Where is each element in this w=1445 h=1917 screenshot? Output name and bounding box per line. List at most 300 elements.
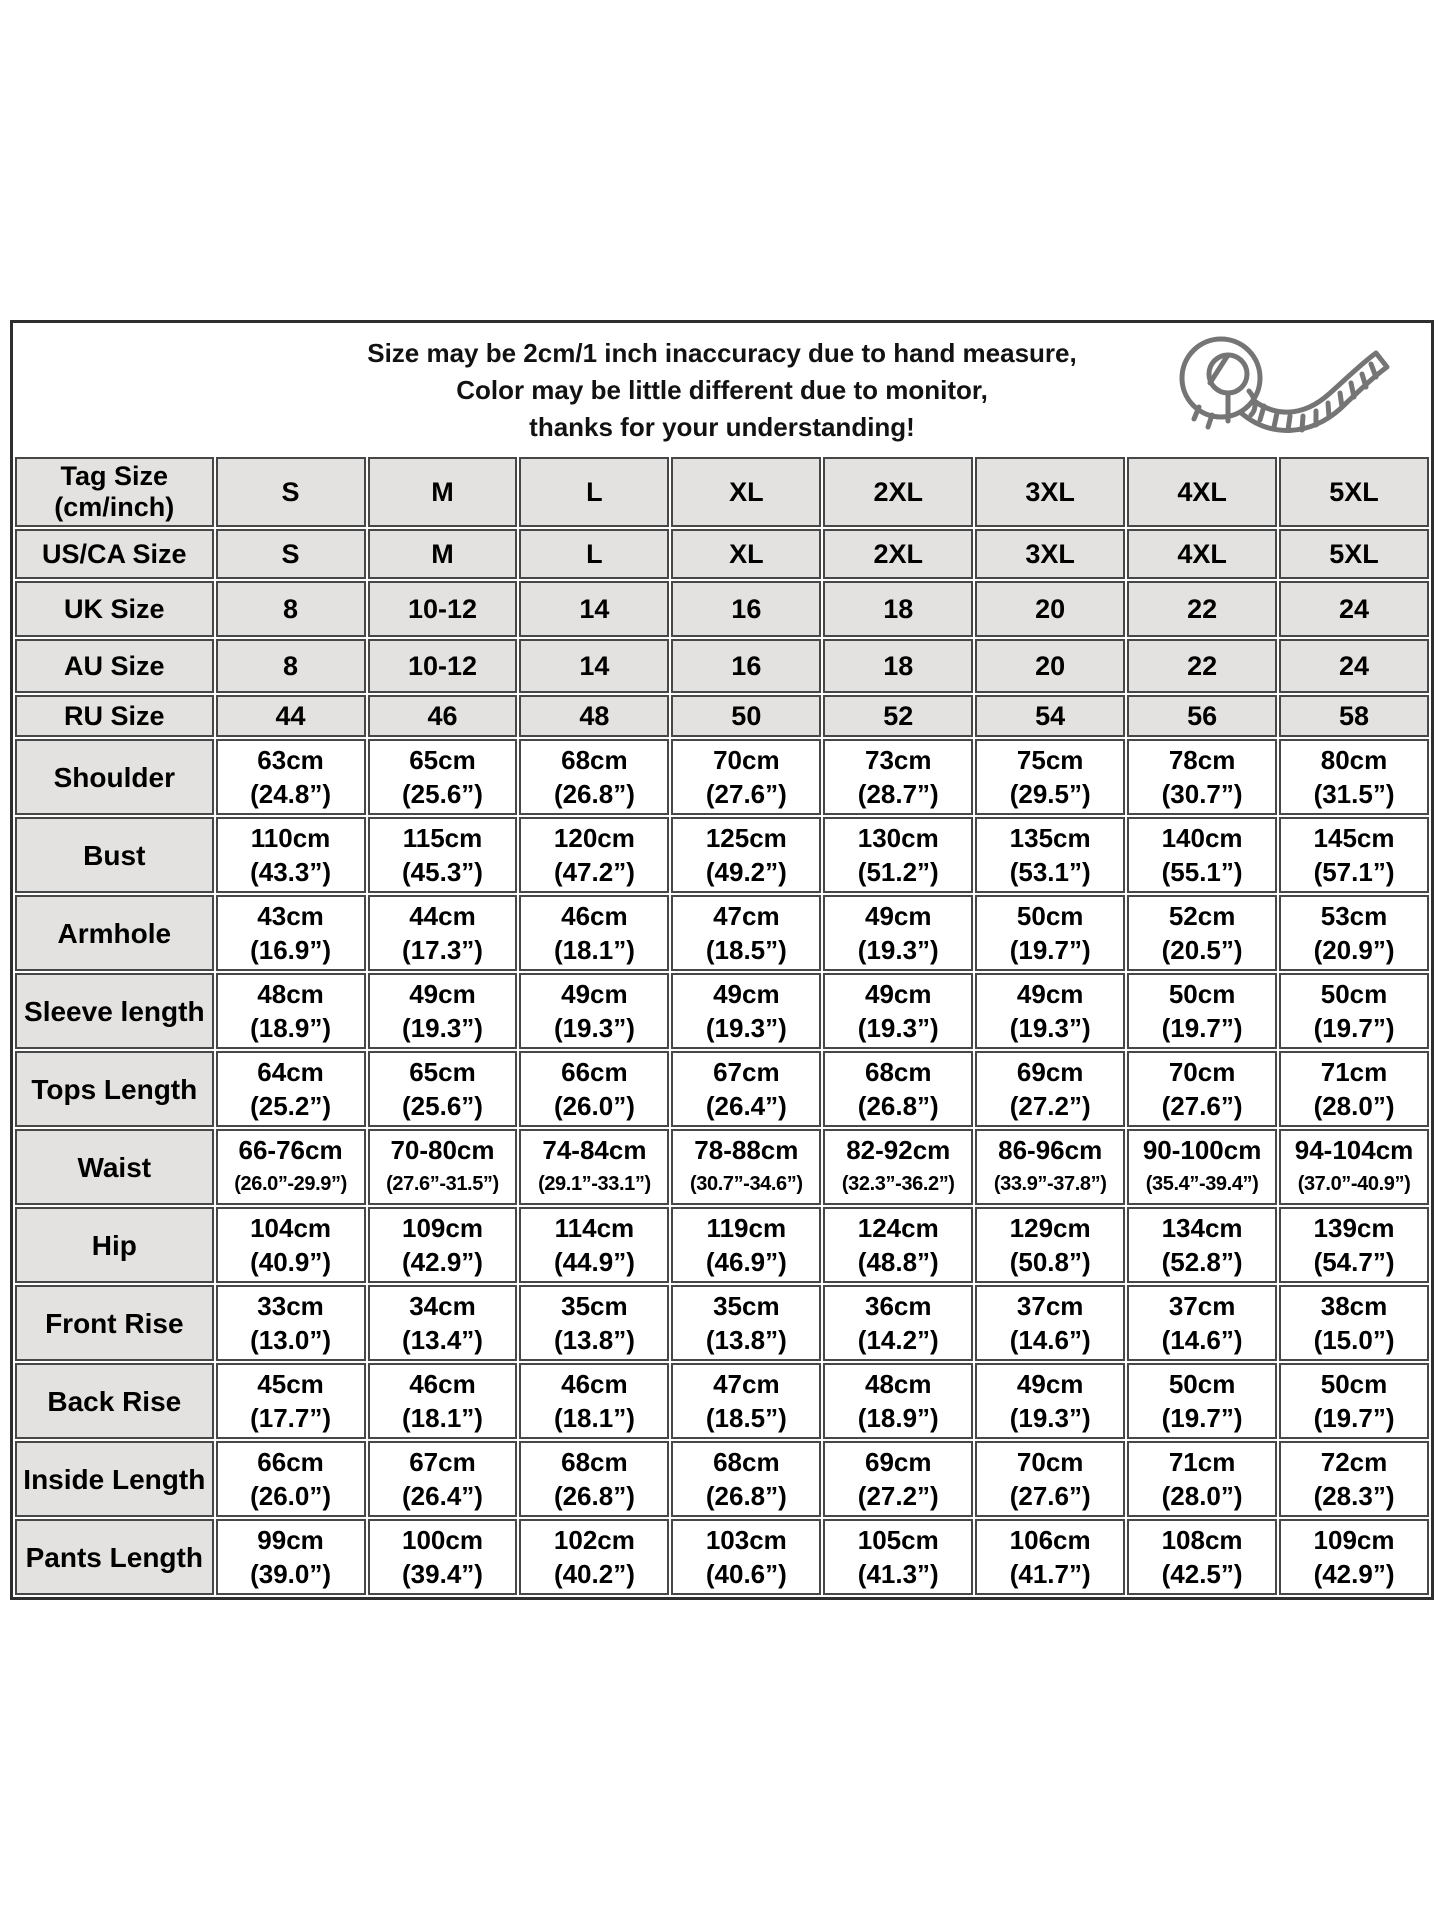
measure-cm-value: 104cm <box>250 1213 332 1243</box>
measure-cell <box>1279 895 1429 971</box>
size-cell: 4XL <box>1127 529 1277 579</box>
measure-cm-value: 70cm <box>1168 1057 1236 1087</box>
measure-cell <box>368 1285 518 1361</box>
measure-cm-value: 130cm <box>857 823 939 853</box>
measure-cell <box>216 1285 366 1361</box>
row-label-front-rise <box>15 1285 214 1361</box>
notice-line-3: thanks for your understanding! <box>529 412 915 442</box>
measure-inch-value: (16.9”) <box>250 935 332 965</box>
measure-inch-value: (18.1”) <box>553 1403 635 1433</box>
measure-cell <box>1279 739 1429 815</box>
measure-inch-value: (20.9”) <box>1313 935 1395 965</box>
measure-cell <box>519 1129 669 1205</box>
measure-cell <box>1279 1129 1429 1205</box>
measure-cell <box>519 739 669 815</box>
measure-cm-value: 45cm <box>257 1369 324 1399</box>
measure-cell <box>975 1285 1125 1361</box>
measure-cell <box>975 1129 1125 1205</box>
measure-cell <box>823 1285 973 1361</box>
measure-cell <box>671 739 821 815</box>
measure-row-waist <box>15 1129 1429 1205</box>
size-cell: 54 <box>975 695 1125 737</box>
measure-row-sleeve-length <box>15 973 1429 1049</box>
measure-cell <box>216 1519 366 1595</box>
measure-inch-value: (26.0”) <box>250 1481 332 1511</box>
measure-cell <box>823 1207 973 1283</box>
measure-inch-value: (18.1”) <box>553 935 635 965</box>
measure-cell <box>823 1051 973 1127</box>
measure-inch-value: (19.3”) <box>857 935 939 965</box>
row-label-text: UK Size <box>64 593 165 624</box>
measure-cm-value: 53cm <box>1320 901 1388 931</box>
measure-cell <box>1127 895 1277 971</box>
measure-inch-value: (30.7”-34.6”) <box>690 1173 803 1195</box>
measure-cell <box>519 817 669 893</box>
measure-row-bust <box>15 817 1429 893</box>
measure-cell <box>823 1363 973 1439</box>
measure-cell <box>671 1129 821 1205</box>
measure-cm-value: 50cm <box>1320 1369 1388 1399</box>
row-label-tag-size <box>15 457 214 527</box>
row-label-bust <box>15 817 214 893</box>
measure-cm-value: 50cm <box>1320 979 1388 1009</box>
measure-cell <box>1279 1207 1429 1283</box>
measure-inch-value: (19.3”) <box>1009 1403 1091 1433</box>
measure-cell <box>823 1441 973 1517</box>
row-label-back-rise <box>15 1363 214 1439</box>
measure-cm-value: 71cm <box>1320 1057 1388 1087</box>
measure-cell <box>975 817 1125 893</box>
measure-cm-value: 100cm <box>401 1525 483 1555</box>
measure-cm-value: 49cm <box>1016 979 1084 1009</box>
measure-cm-value: 68cm <box>561 1447 628 1477</box>
row-label-text: Bust <box>83 839 146 871</box>
size-cell: XL <box>671 457 821 527</box>
measure-cm-value: 64cm <box>257 1057 324 1087</box>
measure-inch-value: (19.7”) <box>1009 935 1091 965</box>
size-cell: 56 <box>1127 695 1277 737</box>
size-row-au-size <box>15 639 1429 693</box>
size-cell: 24 <box>1279 581 1429 637</box>
measure-cell <box>823 895 973 971</box>
measure-inch-value: (18.9”) <box>250 1013 332 1043</box>
measure-cell <box>975 1051 1125 1127</box>
row-label-hip <box>15 1207 214 1283</box>
size-cell: S <box>216 457 366 527</box>
measure-cm-value: 103cm <box>705 1525 787 1555</box>
measure-inch-value: (37.0”-40.9”) <box>1297 1173 1411 1195</box>
measure-cell <box>1127 1207 1277 1283</box>
measure-inch-value: (15.0”) <box>1313 1325 1395 1355</box>
size-cell: 5XL <box>1279 529 1429 579</box>
measure-inch-value: (44.9”) <box>553 1247 635 1277</box>
measure-inch-value: (42.9”) <box>1313 1559 1395 1589</box>
measure-cm-value: 37cm <box>1168 1291 1236 1321</box>
size-cell: L <box>519 457 669 527</box>
notice-line-2: Color may be little different due to monitor, <box>456 375 988 405</box>
row-label-armhole <box>15 895 214 971</box>
measure-inch-value: (19.3”) <box>1009 1013 1091 1043</box>
size-cell: 22 <box>1127 581 1277 637</box>
measure-inch-value: (19.3”) <box>553 1013 635 1043</box>
size-row-uk-size <box>15 581 1429 637</box>
row-label-uk-size <box>15 581 214 637</box>
measure-cm-value: 124cm <box>857 1213 939 1243</box>
measure-inch-value: (27.2”) <box>1009 1091 1091 1121</box>
measure-cell <box>671 895 821 971</box>
measure-cm-value: 110cm <box>250 823 331 853</box>
measure-cell <box>216 739 366 815</box>
measure-cm-value: 119cm <box>706 1213 787 1243</box>
measure-cm-value: 68cm <box>713 1447 780 1477</box>
measure-cell <box>1127 1441 1277 1517</box>
measure-inch-value: (51.2”) <box>857 857 939 887</box>
size-cell: L <box>519 529 669 579</box>
measure-inch-value: (39.4”) <box>402 1559 483 1589</box>
measure-cell <box>975 1441 1125 1517</box>
measure-cm-value: 34cm <box>409 1291 476 1321</box>
measure-cell <box>671 1207 821 1283</box>
measure-row-shoulder <box>15 739 1429 815</box>
row-label-text: Hip <box>91 1229 137 1261</box>
measure-inch-value: (26.0”-29.9”) <box>234 1173 347 1195</box>
measure-inch-value: (19.3”) <box>705 1013 787 1043</box>
measure-inch-value: (14.6”) <box>1009 1325 1091 1355</box>
measure-cm-value: 80cm <box>1320 745 1388 775</box>
measure-cell <box>519 895 669 971</box>
measure-cell <box>368 1051 518 1127</box>
measure-cell <box>1279 1051 1429 1127</box>
measure-inch-value: (19.7”) <box>1313 1403 1395 1433</box>
row-label-shoulder <box>15 739 214 815</box>
measure-cell <box>823 1519 973 1595</box>
measure-cm-value: 63cm <box>257 745 324 775</box>
measure-cm-value: 47cm <box>713 1369 780 1399</box>
measure-cm-value: 67cm <box>713 1057 780 1087</box>
row-label-text: AU Size <box>64 650 165 681</box>
measure-cm-value: 68cm <box>561 745 628 775</box>
measure-cell <box>1127 1129 1277 1205</box>
measure-cell <box>1127 1519 1277 1595</box>
measure-cm-value: 49cm <box>1016 1369 1084 1399</box>
measure-cm-value: 66cm <box>257 1447 324 1477</box>
measure-inch-value: (52.8”) <box>1161 1247 1243 1277</box>
measure-cell <box>216 1051 366 1127</box>
measure-cm-value: 109cm <box>401 1213 483 1243</box>
measure-cm-value: 35cm <box>713 1291 780 1321</box>
measure-inch-value: (29.5”) <box>1009 779 1091 809</box>
measure-inch-value: (14.2”) <box>857 1325 939 1355</box>
measure-cm-value: 78-88cm <box>694 1135 799 1165</box>
measure-cell <box>1127 1363 1277 1439</box>
measure-cell <box>1279 817 1429 893</box>
measure-inch-value: (19.7”) <box>1161 1403 1243 1433</box>
measure-inch-value: (25.6”) <box>402 779 483 809</box>
measure-cell <box>823 739 973 815</box>
size-cell: 22 <box>1127 639 1277 693</box>
measure-cell <box>823 817 973 893</box>
measure-cm-value: 46cm <box>561 1369 628 1399</box>
measure-cm-value: 49cm <box>864 901 932 931</box>
measure-cm-value: 94-104cm <box>1294 1135 1414 1165</box>
notice-header <box>13 323 1431 455</box>
tape-measure-icon <box>1161 331 1391 447</box>
measure-inch-value: (28.0”) <box>1313 1091 1395 1121</box>
measure-inch-value: (14.6”) <box>1161 1325 1243 1355</box>
measure-inch-value: (13.8”) <box>553 1325 635 1355</box>
measure-cm-value: 78cm <box>1168 745 1236 775</box>
measure-inch-value: (40.2”) <box>553 1559 635 1589</box>
measure-inch-value: (48.8”) <box>857 1247 939 1277</box>
measure-row-armhole <box>15 895 1429 971</box>
size-cell: 16 <box>671 581 821 637</box>
measure-cm-value: 134cm <box>1161 1213 1243 1243</box>
measure-cm-value: 50cm <box>1168 979 1236 1009</box>
measure-cm-value: 43cm <box>257 901 324 931</box>
measure-inch-value: (27.6”-31.5”) <box>386 1173 499 1195</box>
measure-cell <box>975 1207 1125 1283</box>
measure-inch-value: (28.0”) <box>1161 1481 1243 1511</box>
measure-inch-value: (42.5”) <box>1161 1559 1243 1589</box>
row-label-text: Tag Size <box>60 461 169 491</box>
measure-cm-value: 36cm <box>864 1291 932 1321</box>
measure-cm-value: 33cm <box>257 1291 324 1321</box>
measure-inch-value: (53.1”) <box>1009 857 1091 887</box>
measure-inch-value: (19.7”) <box>1161 1013 1243 1043</box>
measure-cm-value: 74-84cm <box>542 1135 647 1165</box>
measure-cell <box>1279 973 1429 1049</box>
size-cell: S <box>216 529 366 579</box>
row-label-text: US/CA Size <box>42 538 187 569</box>
measure-cell <box>1279 1285 1429 1361</box>
measure-cm-value: 109cm <box>1313 1525 1395 1555</box>
measure-row-tops-length <box>15 1051 1429 1127</box>
size-table-body <box>15 457 1429 1595</box>
size-cell: M <box>368 529 518 579</box>
row-label-ru-size <box>15 695 214 737</box>
measure-cell <box>368 1441 518 1517</box>
measure-inch-value: (39.0”) <box>250 1559 332 1589</box>
size-cell: 20 <box>975 581 1125 637</box>
measure-cm-value: 70cm <box>713 745 780 775</box>
size-cell: 10-12 <box>368 639 518 693</box>
measure-cell <box>519 1441 669 1517</box>
row-label-inside-length <box>15 1441 214 1517</box>
measure-row-inside-length <box>15 1441 1429 1517</box>
measure-cm-value: 139cm <box>1313 1213 1395 1243</box>
measure-cm-value: 50cm <box>1016 901 1084 931</box>
measure-cm-value: 145cm <box>1313 823 1395 853</box>
measure-cell <box>519 1207 669 1283</box>
size-cell: 3XL <box>975 457 1125 527</box>
measure-cell <box>216 973 366 1049</box>
measure-inch-value: (47.2”) <box>553 857 635 887</box>
measure-cm-value: 66cm <box>561 1057 628 1087</box>
size-cell: 24 <box>1279 639 1429 693</box>
measure-cm-value: 46cm <box>409 1369 476 1399</box>
measure-cell <box>519 973 669 1049</box>
measure-cm-value: 67cm <box>409 1447 476 1477</box>
size-cell: 18 <box>823 581 973 637</box>
row-label-au-size <box>15 639 214 693</box>
measure-cell <box>671 1051 821 1127</box>
size-cell: XL <box>671 529 821 579</box>
row-label-us-ca-size <box>15 529 214 579</box>
measure-inch-value: (42.9”) <box>402 1247 483 1277</box>
measure-inch-value: (40.6”) <box>705 1559 787 1589</box>
measure-cm-value: 35cm <box>561 1291 628 1321</box>
row-label-text: Armhole <box>57 917 172 949</box>
size-cell: 52 <box>823 695 973 737</box>
measure-inch-value: (55.1”) <box>1161 857 1243 887</box>
size-cell: M <box>368 457 518 527</box>
measure-cm-value: 129cm <box>1009 1213 1091 1243</box>
measure-inch-value: (41.7”) <box>1009 1559 1091 1589</box>
measure-cm-value: 66-76cm <box>238 1135 343 1165</box>
measure-inch-value: (28.7”) <box>857 779 939 809</box>
measure-inch-value: (31.5”) <box>1313 779 1395 809</box>
measure-cell <box>1127 1051 1277 1127</box>
measure-cell <box>1279 1363 1429 1439</box>
measure-row-hip <box>15 1207 1429 1283</box>
size-cell: 2XL <box>823 457 973 527</box>
measure-cell <box>1279 1519 1429 1595</box>
measure-inch-value: (13.8”) <box>705 1325 787 1355</box>
measure-cell <box>216 895 366 971</box>
measure-inch-value: (18.1”) <box>402 1403 483 1433</box>
size-cell: 46 <box>368 695 518 737</box>
measure-cell <box>823 1129 973 1205</box>
measure-cm-value: 48cm <box>257 979 324 1009</box>
measure-cm-value: 90-100cm <box>1142 1135 1262 1165</box>
measure-inch-value: (33.9”-37.8”) <box>993 1173 1107 1195</box>
measure-cm-value: 135cm <box>1009 823 1091 853</box>
measure-cm-value: 125cm <box>705 823 787 853</box>
measure-cm-value: 71cm <box>1168 1447 1236 1477</box>
measure-cm-value: 102cm <box>553 1525 635 1555</box>
measure-inch-value: (57.1”) <box>1313 857 1395 887</box>
measure-inch-value: (29.1”-33.1”) <box>538 1173 651 1195</box>
measure-inch-value: (26.8”) <box>553 779 635 809</box>
measure-inch-value: (18.5”) <box>705 935 787 965</box>
notice-line-1: Size may be 2cm/1 inch inaccuracy due to hand measure, <box>367 338 1077 368</box>
measure-cell <box>975 1519 1125 1595</box>
measure-cm-value: 75cm <box>1016 745 1084 775</box>
measure-cm-value: 105cm <box>857 1525 939 1555</box>
measure-inch-value: (26.4”) <box>705 1091 787 1121</box>
row-label-text: RU Size <box>64 700 165 731</box>
size-cell: 20 <box>975 639 1125 693</box>
measure-inch-value: (17.7”) <box>250 1403 332 1433</box>
size-cell: 3XL <box>975 529 1125 579</box>
size-cell: 2XL <box>823 529 973 579</box>
measure-cell <box>1127 1285 1277 1361</box>
row-label-text: Pants Length <box>25 1541 203 1573</box>
size-cell: 5XL <box>1279 457 1429 527</box>
size-cell: 8 <box>216 581 366 637</box>
measure-cm-value: 68cm <box>864 1057 932 1087</box>
measure-cell <box>671 1363 821 1439</box>
row-label-text: Inside Length <box>23 1463 206 1495</box>
measure-cm-value: 65cm <box>409 745 476 775</box>
row-label-waist <box>15 1129 214 1205</box>
measure-cm-value: 46cm <box>561 901 628 931</box>
row-label-pants-length <box>15 1519 214 1595</box>
measure-cm-value: 73cm <box>864 745 932 775</box>
measure-cell <box>823 973 973 1049</box>
measure-cell <box>975 895 1125 971</box>
measure-cm-value: 108cm <box>1161 1525 1243 1555</box>
measure-inch-value: (26.8”) <box>857 1091 939 1121</box>
measure-inch-value: (50.8”) <box>1009 1247 1091 1277</box>
measure-cell <box>216 1441 366 1517</box>
measure-cell <box>975 1363 1125 1439</box>
size-cell: 14 <box>519 581 669 637</box>
measure-cell <box>1127 817 1277 893</box>
row-label-text: Front Rise <box>45 1307 184 1339</box>
measure-cell <box>368 739 518 815</box>
measure-inch-value: (54.7”) <box>1313 1247 1395 1277</box>
measure-cm-value: 82-92cm <box>846 1135 951 1165</box>
measure-cell <box>519 1363 669 1439</box>
measure-cm-value: 44cm <box>409 901 476 931</box>
measure-inch-value: (26.8”) <box>553 1481 635 1511</box>
row-label-tops-length <box>15 1051 214 1127</box>
measure-cell <box>671 1285 821 1361</box>
measure-cm-value: 37cm <box>1016 1291 1084 1321</box>
measure-cm-value: 52cm <box>1168 901 1236 931</box>
row-label-text: Waist <box>77 1151 152 1183</box>
measure-inch-value: (27.6”) <box>1161 1091 1243 1121</box>
measure-inch-value: (30.7”) <box>1161 779 1243 809</box>
measure-cell <box>671 817 821 893</box>
size-chart-panel <box>10 320 1434 1600</box>
measure-cell <box>368 1207 518 1283</box>
measure-cell <box>671 1519 821 1595</box>
measure-inch-value: (32.3”-36.2”) <box>841 1173 955 1195</box>
measure-inch-value: (13.0”) <box>250 1325 332 1355</box>
size-chart-table <box>13 455 1431 1597</box>
measure-cell <box>368 1363 518 1439</box>
size-cell: 4XL <box>1127 457 1277 527</box>
measure-inch-value: (17.3”) <box>402 935 483 965</box>
measure-inch-value: (35.4”-39.4”) <box>1145 1173 1259 1195</box>
measure-cm-value: 86-96cm <box>998 1135 1103 1165</box>
measure-inch-value: (18.5”) <box>705 1403 787 1433</box>
measure-cm-value: 38cm <box>1320 1291 1388 1321</box>
size-row-us-ca-size <box>15 529 1429 579</box>
measure-cm-value: 70cm <box>1016 1447 1084 1477</box>
measure-inch-value: (49.2”) <box>705 857 787 887</box>
measure-inch-value: (28.3”) <box>1313 1481 1395 1511</box>
measure-cell <box>975 739 1125 815</box>
measure-row-back-rise <box>15 1363 1429 1439</box>
measure-inch-value: (19.3”) <box>402 1013 483 1043</box>
size-row-tag-size <box>15 457 1429 527</box>
measure-cm-value: 99cm <box>257 1525 324 1555</box>
measure-inch-value: (19.3”) <box>857 1013 939 1043</box>
row-label-text: Tops Length <box>31 1073 198 1105</box>
measure-cell <box>216 1129 366 1205</box>
measure-inch-value: (27.6”) <box>1009 1481 1091 1511</box>
measure-inch-value: (24.8”) <box>250 779 332 809</box>
measure-cell <box>671 1441 821 1517</box>
measure-cm-value: 72cm <box>1320 1447 1388 1477</box>
measure-cell <box>368 817 518 893</box>
measure-inch-value: (25.2”) <box>250 1091 332 1121</box>
measure-cell <box>519 1285 669 1361</box>
measure-cell <box>1279 1441 1429 1517</box>
